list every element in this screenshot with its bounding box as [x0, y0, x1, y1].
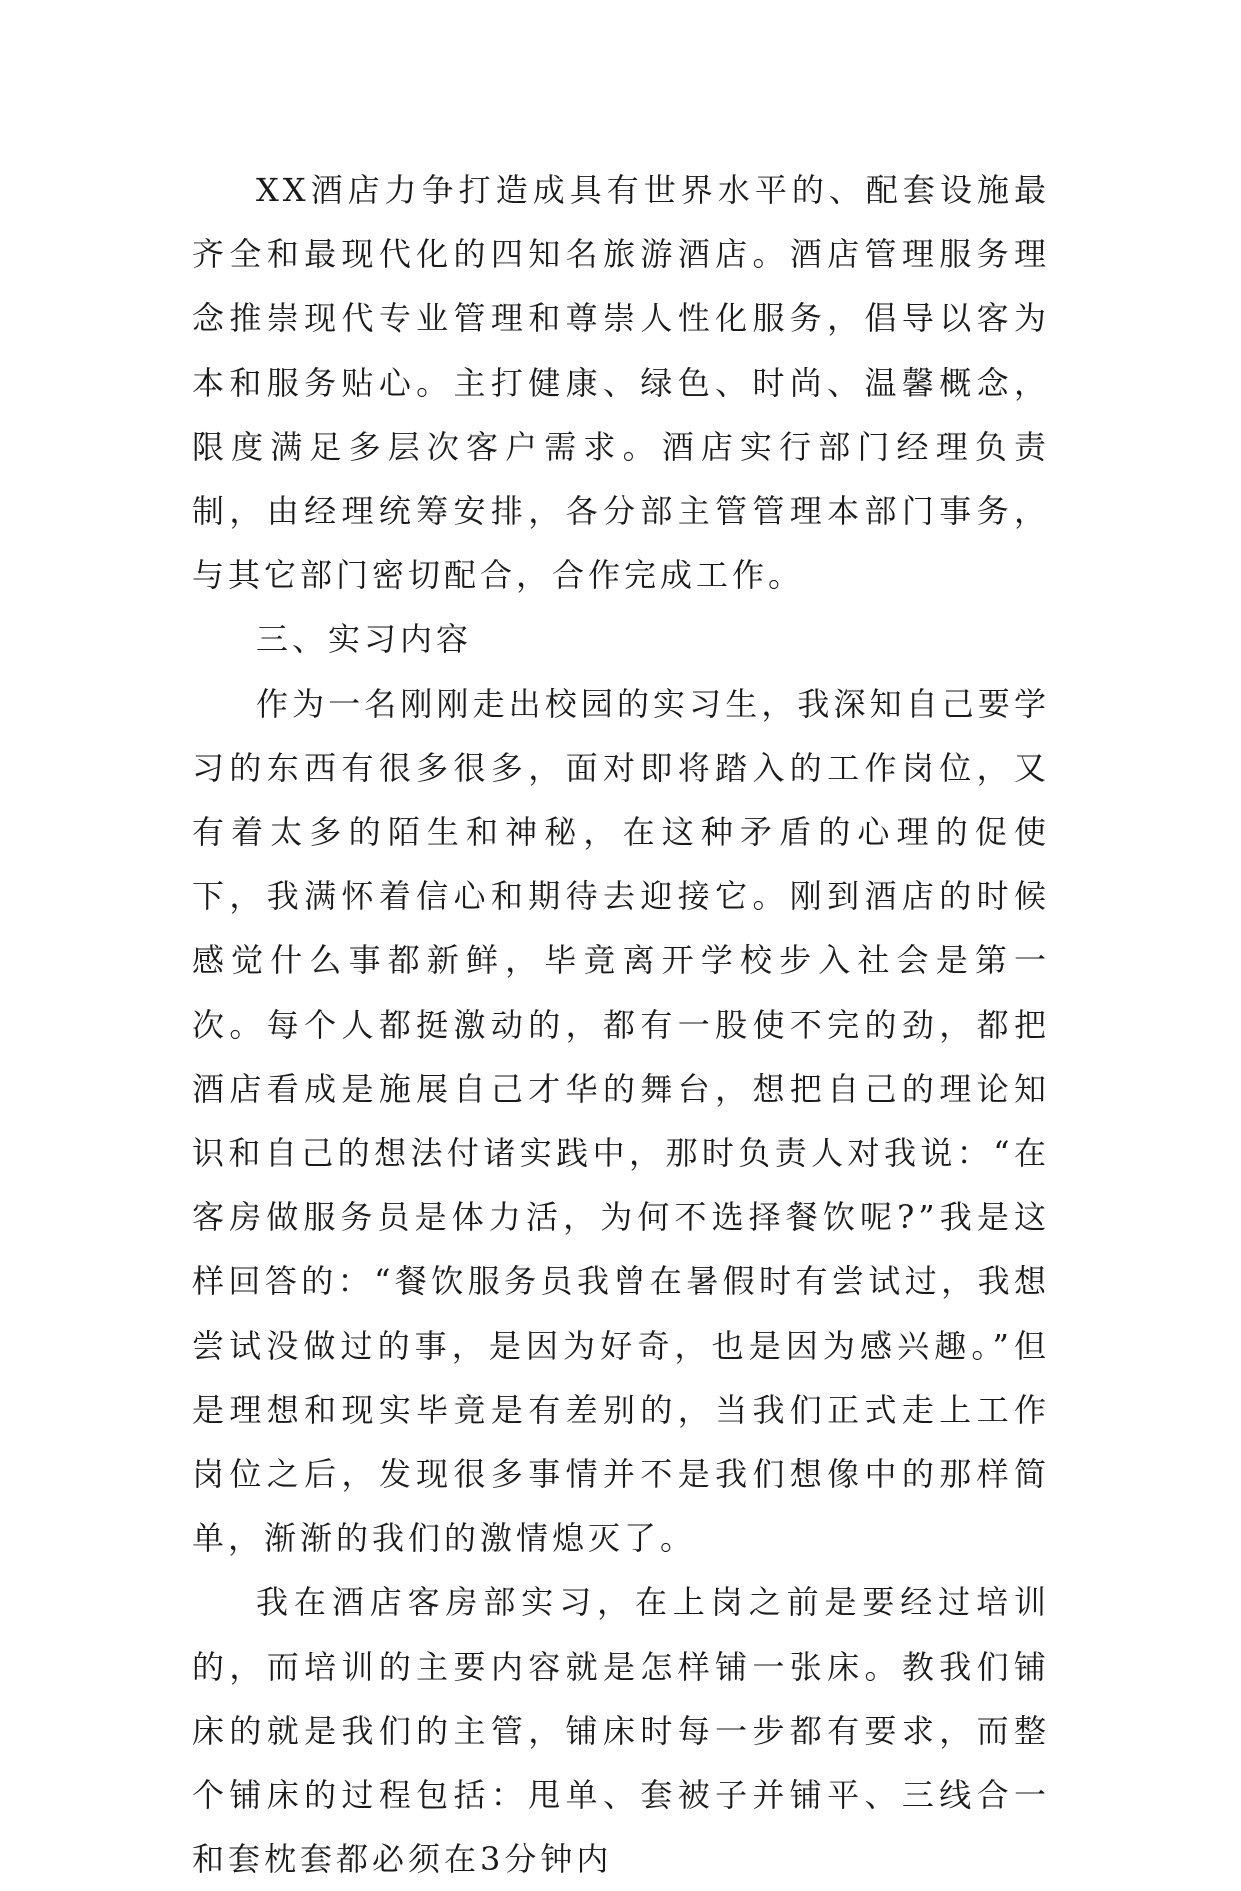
paragraph-intern-experience: 作为一名刚刚走出校园的实习生，我深知自己要学习的东西有很多很多，面对即将踏入的工作岗位，又有着太多的陌生和神秘，在这种矛盾的心理的促使下，我满怀着信心和期待去迎接它。刚到酒店的时候感觉什么事都新鲜，毕竟离开学校步入社会是第一次。每个人都挺激动的，都有一股使不完的劲，都把酒店看成是施展自己才华的舞台，想把自己的理论知识和自己的想法付诸实践中，那时负责人对我说：“在客房做服务员是体力活，为何不选择餐饮呢?”我是这样回答的：“餐饮服务员我曾在暑假时有尝试过，我想尝试没做过的事，是因为好奇，也是因为感兴趣。”但是理想和现实毕竟是有差别的，当我们正式走上工作岗位之后，发现很多事情并不是我们想像中的那样简单，渐渐的我们的激情熄灭了。 — [192, 684, 1050, 1558]
paragraph-hotel-overview: XX酒店力争打造成具有世界水平的、配套设施最齐全和最现代化的四知名旅游酒店。酒店管理服务理念推崇现代专业管理和尊崇人性化服务，倡导以客为本和服务贴心。主打健康、绿色、时尚、温馨概念，限度满足多层次客户需求。酒店实行部门经理负责制，由经理统筹安排，各分部主管管理本部门事务，与其它部门密切配合，合作完成工作。 — [192, 171, 1050, 595]
section-heading-internship-content: 三、实习内容 — [256, 620, 473, 659]
document-body — [192, 158, 1050, 1891]
paragraph-housekeeping-training: 我在酒店客房部实习，在上岗之前是要经过培训的，而培训的主要内容就是怎样铺一张床。教我们铺床的就是我们的主管，铺床时每一步都有要求，而整个铺床的过程包括：甩单、套被子并铺平、三线合一和套枕套都必须在3分钟内 — [192, 1583, 1050, 1879]
